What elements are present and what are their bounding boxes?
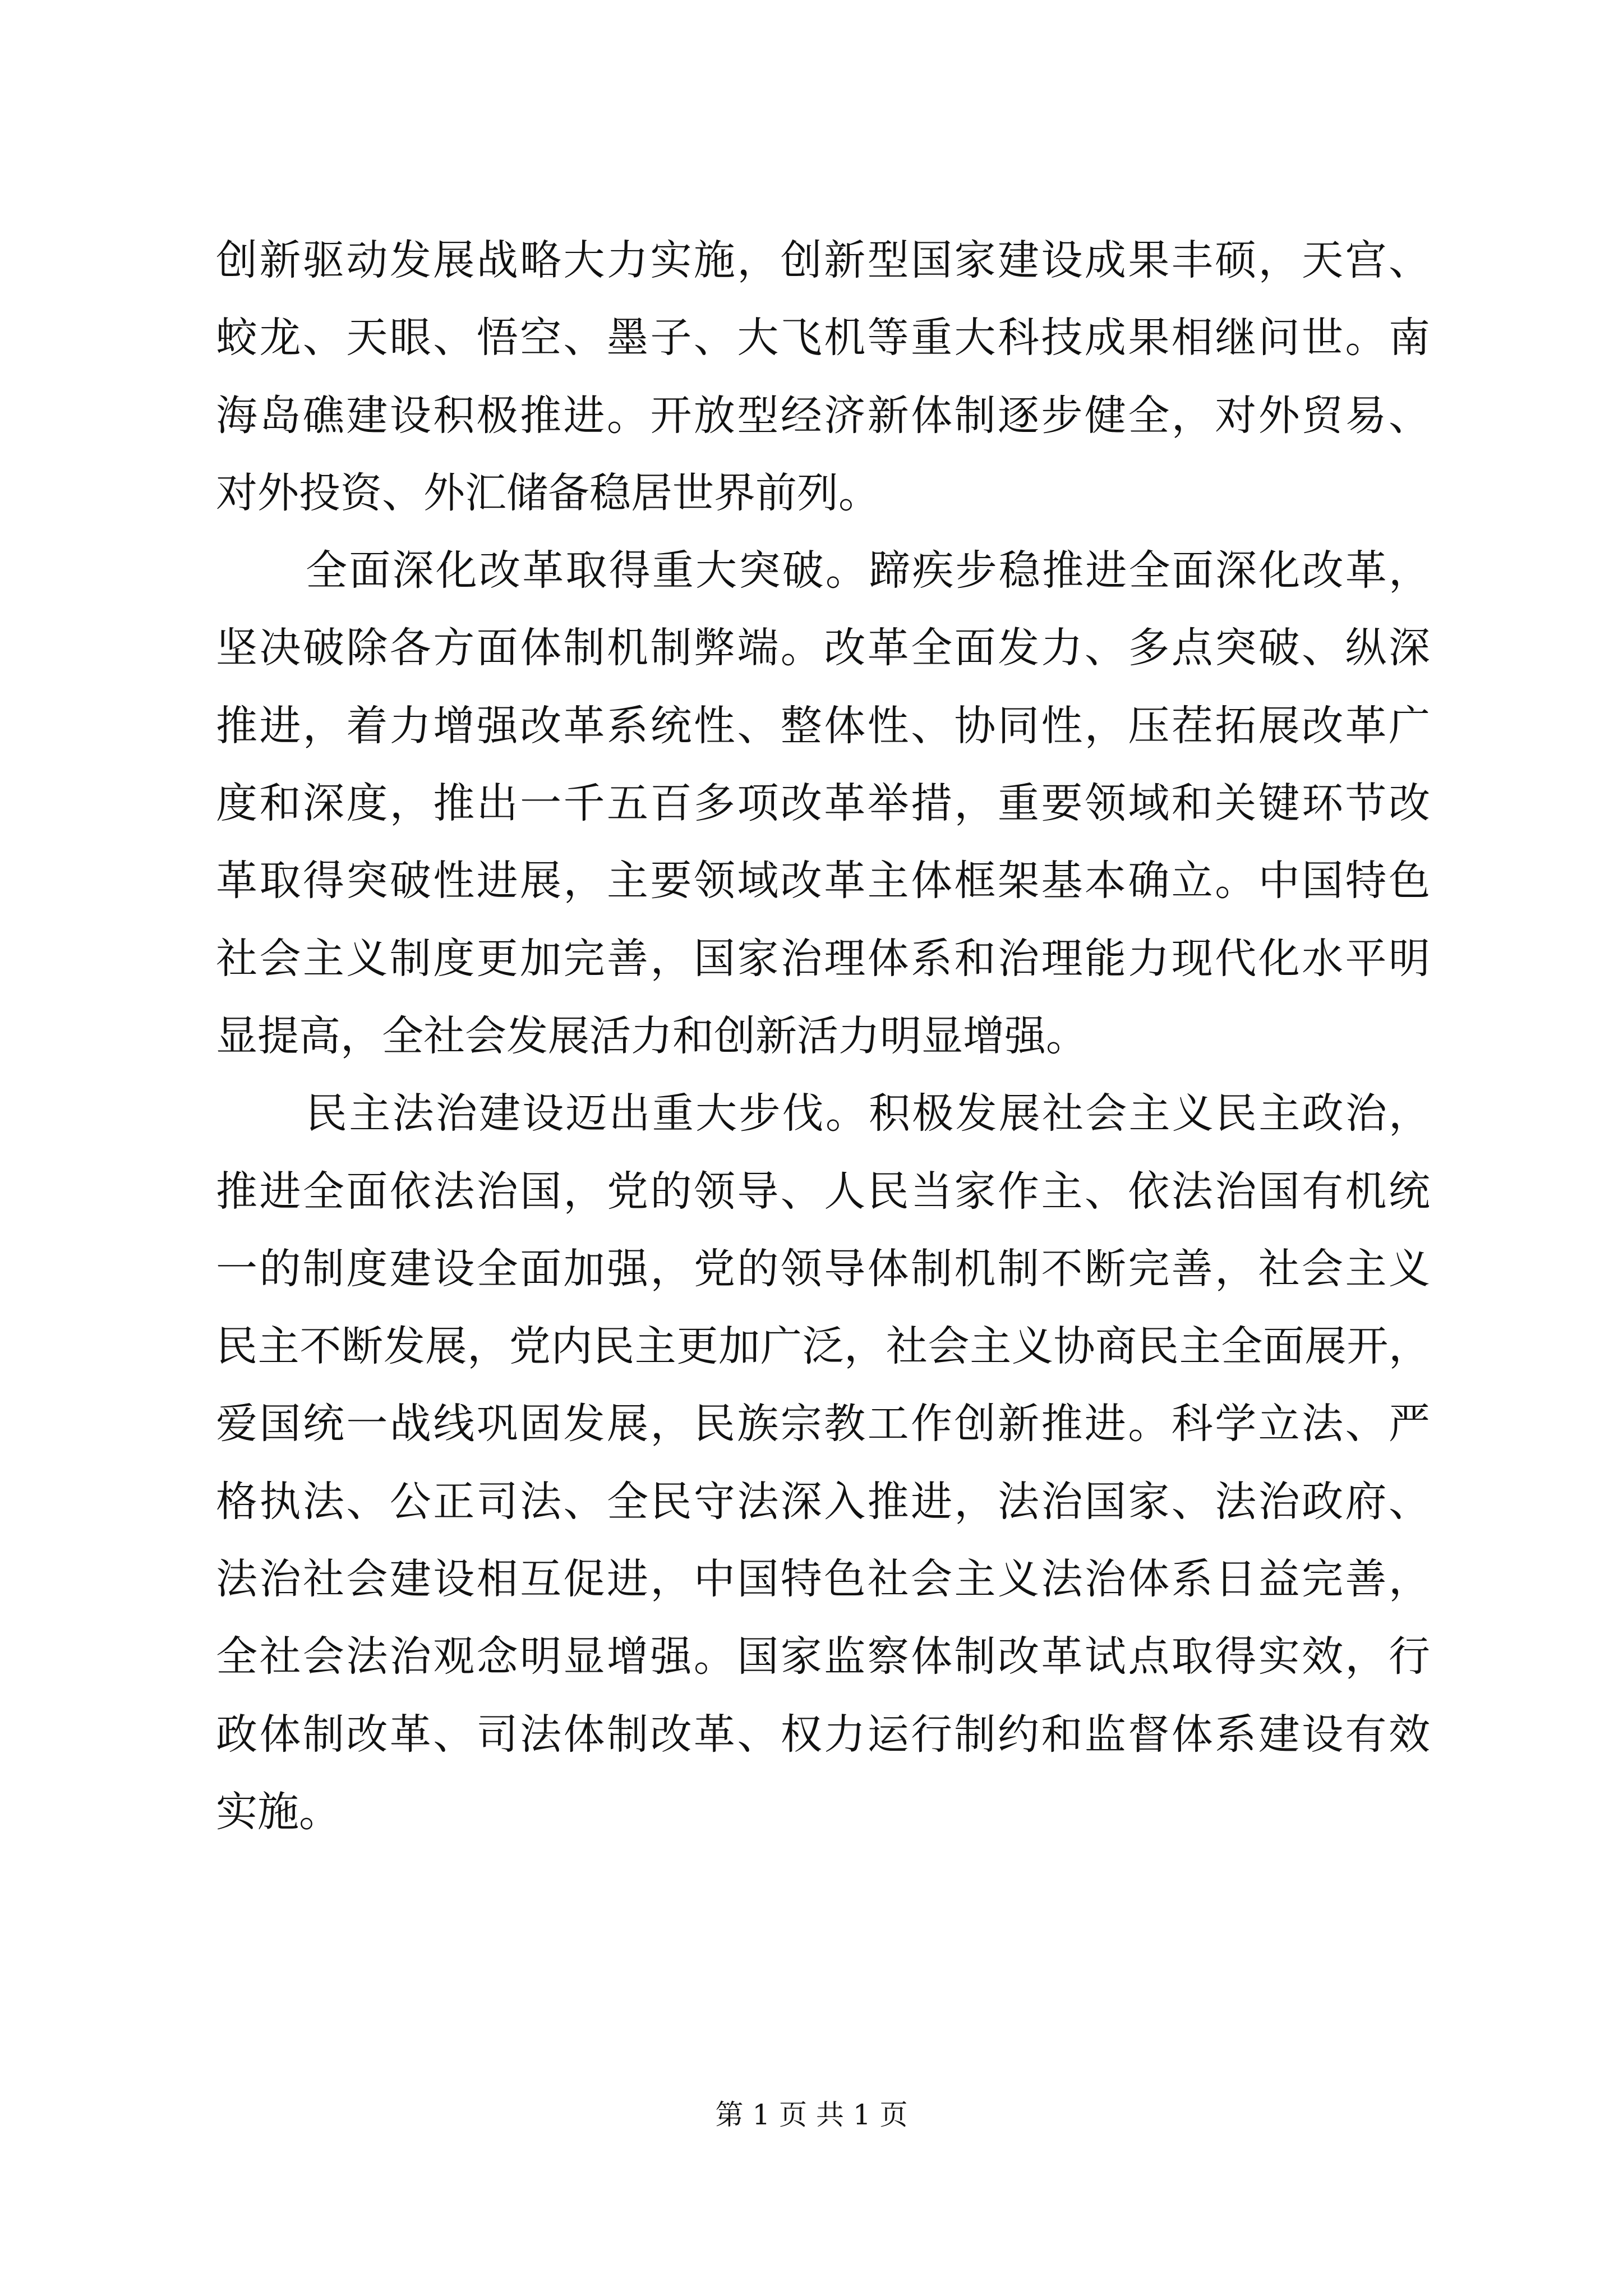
text-line: 显提高，全社会发展活力和创新活力明显增强。 [216, 1011, 1087, 1060]
text-line: 爱国统一战线巩固发展，民族宗教工作创新推进。科学立法、严 [216, 1400, 1430, 1448]
text-line: 民主不断发展，党内民主更加广泛，社会主义协商民主全面展开， [216, 1322, 1430, 1371]
page-number-label: 第 1 页 共 1 页 [715, 2099, 908, 2131]
text-line: 坚决破除各方面体制机制弊端。改革全面发力、多点突破、纵深 [216, 624, 1430, 673]
text-line: 民主法治建设迈出重大步伐。积极发展社会主义民主政治， [306, 1089, 1430, 1138]
text-line: 海岛礁建设积极推进。开放型经济新体制逐步健全，对外贸易、 [216, 391, 1430, 440]
text-line: 蛟龙、天眼、悟空、墨子、大飞机等重大科技成果相继问世。南 [216, 314, 1430, 362]
text-line: 度和深度，推出一千五百多项改革举措，重要领域和关键环节改 [216, 779, 1430, 828]
text-line: 创新驱动发展战略大力实施，创新型国家建设成果丰硕，天宫、 [216, 236, 1430, 284]
paragraph-reform [216, 532, 1430, 1075]
text-line: 一的制度建设全面加强，党的领导体制机制不断完善，社会主义 [216, 1244, 1430, 1293]
text-line: 社会主义制度更加完善，国家治理体系和治理能力现代化水平明 [216, 934, 1430, 983]
page-footer [0, 2098, 1623, 2132]
text-line: 全面深化改革取得重大突破。蹄疾步稳推进全面深化改革， [306, 546, 1430, 595]
paragraph-democracy-rule-of-law [216, 1075, 1430, 1851]
text-line: 对外投资、外汇储备稳居世界前列。 [216, 468, 880, 517]
text-line: 实施。 [216, 1787, 340, 1836]
text-line: 革取得突破性进展，主要领域改革主体框架基本确立。中国特色 [216, 857, 1430, 905]
text-line: 推进，着力增强改革系统性、整体性、协同性，压茬拓展改革广 [216, 701, 1430, 750]
body-text [216, 222, 1430, 1851]
text-line: 格执法、公正司法、全民守法深入推进，法治国家、法治政府、 [216, 1477, 1430, 1526]
paragraph-innovation [216, 222, 1430, 532]
text-line: 推进全面依法治国，党的领导、人民当家作主、依法治国有机统 [216, 1167, 1430, 1216]
text-line: 法治社会建设相互促进，中国特色社会主义法治体系日益完善， [216, 1555, 1430, 1604]
text-line: 全社会法治观念明显增强。国家监察体制改革试点取得实效，行 [216, 1632, 1430, 1681]
text-line: 政体制改革、司法体制改革、权力运行制约和监督体系建设有效 [216, 1710, 1430, 1759]
